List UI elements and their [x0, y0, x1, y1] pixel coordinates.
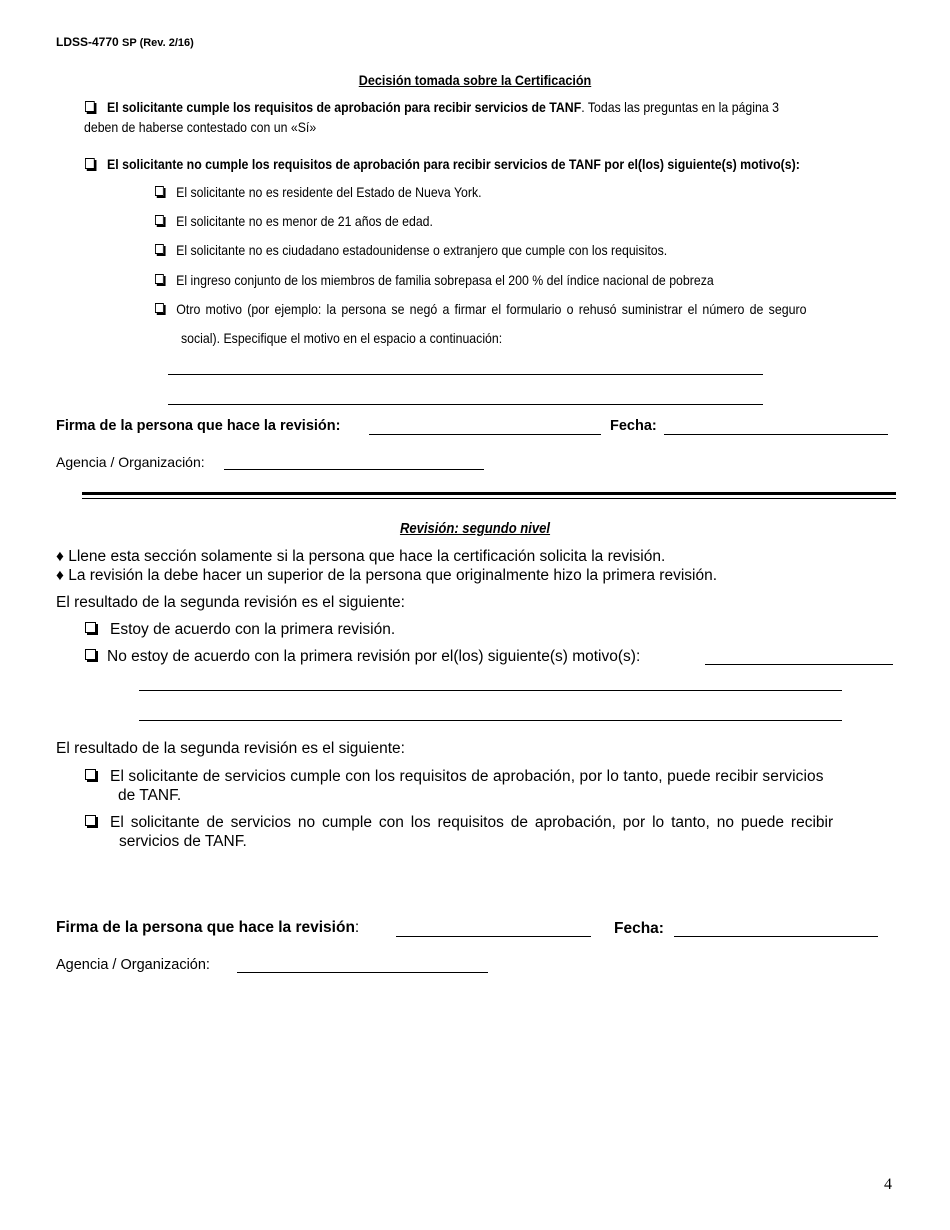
bullet-2: ♦ La revisión la debe hacer un superior de la persona que originalmente hizo la primera revisión. [56, 567, 718, 584]
not-meets-checkbox[interactable] [85, 158, 95, 169]
reason-item[interactable] [155, 213, 471, 229]
eligible-checkbox[interactable] [85, 769, 96, 780]
signature-label: Firma de la persona que hace la revisión: [56, 418, 341, 434]
eligible-option[interactable] [85, 768, 824, 786]
reason-item[interactable] [155, 242, 737, 258]
section-divider [82, 492, 896, 495]
reason-checkbox[interactable] [155, 274, 164, 284]
ineligible-checkbox[interactable] [85, 815, 96, 826]
meets-text-bold: El solicitante cumple los requisitos de aprobación para recibir servicios de TANF [107, 99, 582, 115]
agency-2-input[interactable] [237, 972, 488, 973]
meets-text: . Todas las preguntas en la página 3 [581, 99, 779, 115]
agency-label: Agencia / Organización: [56, 454, 205, 470]
reason-other[interactable] [155, 301, 891, 317]
reason-text: El solicitante no es ciudadano estadounidense o extranjero que cumple con los requisitos. [176, 242, 668, 258]
reason-checkbox[interactable] [155, 244, 164, 254]
agree-checkbox[interactable] [85, 622, 96, 633]
disagree-option[interactable] [85, 648, 640, 666]
eligible-text: El solicitante de servicios cumple con los requisitos de aprobación, por lo tanto, puede recibir servicios [110, 768, 824, 785]
page-number: 4 [884, 1176, 892, 1193]
reason-other-line2: social). Especifique el motivo en el espacio a continuación: [181, 330, 503, 346]
disagree-text: No estoy de acuerdo con la primera revisión por el(los) siguiente(s) motivo(s): [107, 648, 641, 665]
agree-text: Estoy de acuerdo con la primera revisión. [110, 621, 396, 638]
agency-input[interactable] [224, 469, 484, 470]
result-label: El resultado de la segunda revisión es el siguiente: [56, 594, 405, 611]
signature-input[interactable] [369, 434, 601, 435]
reason-item[interactable] [155, 272, 790, 288]
reason-text: El solicitante no es menor de 21 años de edad. [176, 213, 433, 229]
reason-checkbox[interactable] [155, 303, 164, 313]
disagree-checkbox[interactable] [85, 649, 96, 660]
disagree-input-line[interactable] [705, 664, 893, 665]
form-id-code: LDSS-4770 [56, 35, 119, 49]
signature-2 [56, 919, 359, 937]
agree-option[interactable] [85, 621, 395, 639]
reason-checkbox[interactable] [155, 186, 164, 196]
eligible-line2: de TANF. [118, 787, 182, 804]
form-revision: SP (Rev. 2/16) [122, 37, 194, 49]
form-id [56, 35, 194, 49]
date-2-label: Fecha: [614, 920, 664, 937]
not-meets-option[interactable] [85, 156, 895, 172]
reason-text: El ingreso conjunto de los miembros de familia sobrepasa el 200 % del índice nacional de pobreza [176, 272, 714, 288]
disagree-input-line[interactable] [139, 690, 842, 691]
section1-title: Decisión tomada sobre la Certificación [358, 72, 592, 88]
ineligible-text: El solicitante de servicios no cumple con los requisitos de aprobación, por lo tanto, no puede recibir [110, 814, 834, 831]
meets-line2: deben de haberse contestado con un «Sí» [84, 119, 317, 135]
reason-other-text: Otro motivo (por ejemplo: la persona se negó a firmar el formulario o rehusó suministrar el número de seguro [176, 301, 807, 317]
date-2-input[interactable] [674, 936, 878, 937]
signature-2-input[interactable] [396, 936, 591, 937]
section-divider-thin [82, 498, 896, 499]
ineligible-line2: servicios de TANF. [119, 833, 247, 850]
signature-2-colon: : [354, 919, 360, 936]
reason-input-line[interactable] [168, 374, 763, 375]
reason-item[interactable] [155, 184, 526, 200]
date-label: Fecha: [610, 418, 657, 434]
meets-checkbox[interactable] [85, 101, 95, 112]
bullet-1: ♦ Llene esta sección solamente si la persona que hace la certificación solicita la revisión. [56, 548, 666, 565]
not-meets-text: El solicitante no cumple los requisitos de aprobación para recibir servicios de TANF por el(los) siguiente(s) motivo(s): [107, 156, 800, 172]
section2-title: Revisión: segundo nivel [399, 521, 551, 537]
reason-checkbox[interactable] [155, 215, 164, 225]
date-input[interactable] [664, 434, 888, 435]
meets-option[interactable] [85, 99, 905, 115]
ineligible-option[interactable] [85, 814, 833, 832]
agency-2-label: Agencia / Organización: [56, 957, 210, 973]
reason-input-line[interactable] [168, 404, 763, 405]
disagree-input-line[interactable] [139, 720, 842, 721]
reason-text: El solicitante no es residente del Estado de Nueva York. [176, 184, 482, 200]
result-label-2: El resultado de la segunda revisión es el siguiente: [56, 740, 405, 757]
signature-2-label: Firma de la persona que hace la revisión [56, 919, 355, 936]
